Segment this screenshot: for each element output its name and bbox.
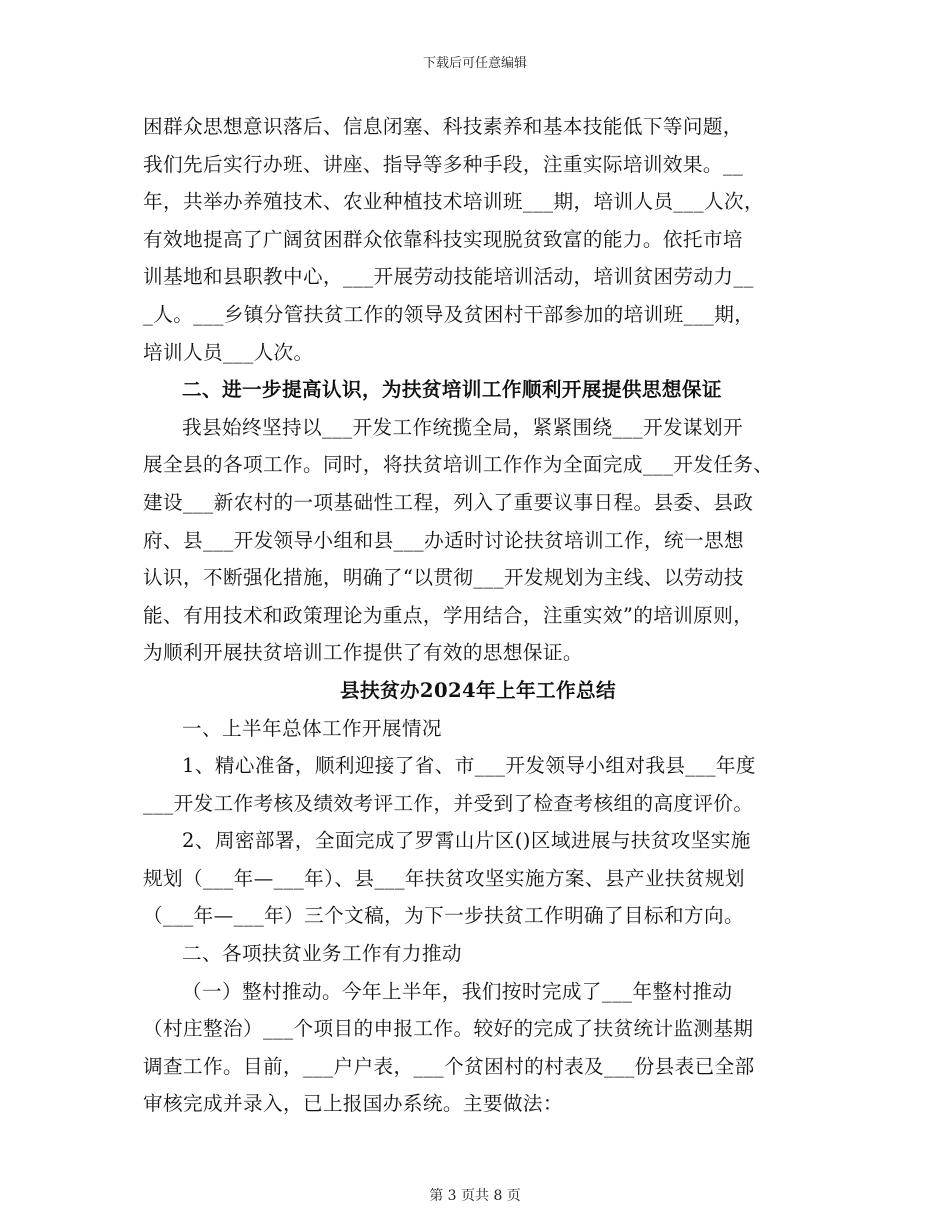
document-body: [143, 108, 813, 1123]
text-line: 府、县___开发领导小组和县___办适时讨论扶贫培训工作，统一思想: [143, 528, 745, 552]
text-line: 我们先后实行办班、讲座、指导等多种手段，注重实际培训效果。__: [143, 152, 744, 176]
text-line: （村庄整治）___个项目的申报工作。较好的完成了扶贫统计监测基期: [143, 1017, 754, 1041]
text-line: 二、各项扶贫业务工作有力推动: [182, 942, 462, 966]
text-line: （___年—___年）三个文稿，为下一步扶贫工作明确了目标和方向。: [143, 904, 745, 928]
text-line: _人。___乡镇分管扶贫工作的领导及贫困村干部参加的培训班___期，: [143, 302, 755, 326]
section-heading: 县扶贫办2024年上年工作总结: [339, 678, 617, 702]
text-line: 审核完成并录入，已上报国办系统。主要做法：: [143, 1092, 563, 1116]
text-line: 展全县的各项工作。同时，将扶贫培训工作作为全面完成___开发任务、: [143, 453, 774, 477]
text-line: （一）整村推动。今年上半年，我们按时完成了___年整村推动: [182, 979, 733, 1003]
section-heading: 二、进一步提高认识，为扶贫培训工作顺利开展提供思想保证: [182, 378, 722, 402]
text-line: 有效地提高了广阔贫困群众依靠科技实现脱贫致富的能力。依托市培: [143, 227, 743, 251]
text-line: 建设___新农村的一项基础性工程，列入了重要议事日程。县委、县政: [143, 490, 754, 514]
text-line: 为顺利开展扶贫培训工作提供了有效的思想保证。: [143, 641, 583, 665]
text-line: 2、周密部署，全面完成了罗霄山片区()区域进展与扶贫攻坚实施: [182, 829, 751, 853]
text-line: 认识，不断强化措施，明确了“以贯彻___开发规划为主线、以劳动技: [143, 566, 744, 590]
text-line: 培训人员___人次。: [143, 340, 314, 364]
text-line: 规划（___年—___年）、县___年扶贫攻坚实施方案、县产业扶贫规划: [143, 866, 745, 890]
text-line: 能、有用技术和政策理论为重点，学用结合，注重实效”的培训原则，: [143, 603, 754, 627]
page-header: 下载后可任意编辑: [422, 56, 527, 71]
page-footer: 第 3 页共 8 页: [429, 1188, 521, 1204]
text-line: 1、精心准备，顺利迎接了省、市___开发领导小组对我县___年度: [182, 754, 756, 778]
text-line: ___开发工作考核及绩效考评工作，并受到了检查考核组的高度评价。: [143, 791, 754, 815]
text-line: 困群众思想意识落后、信息闭塞、科技素养和基本技能低下等问题，: [143, 115, 743, 138]
text-line: 年，共举办养殖技术、农业种植技术培训班___期，培训人员___人次，: [143, 190, 765, 214]
text-line: 调查工作。目前，___户户表，___个贫困村的村表及___份县表已全部: [143, 1054, 755, 1078]
text-line: 训基地和县职教中心，___开展劳动技能培训活动，培训贫困劳动力__: [143, 265, 754, 289]
text-line: 我县始终坚持以___开发工作统揽全局，紧紧围绕___开发谋划开: [182, 415, 744, 439]
text-line: 一、上半年总体工作开展情况: [182, 716, 442, 740]
